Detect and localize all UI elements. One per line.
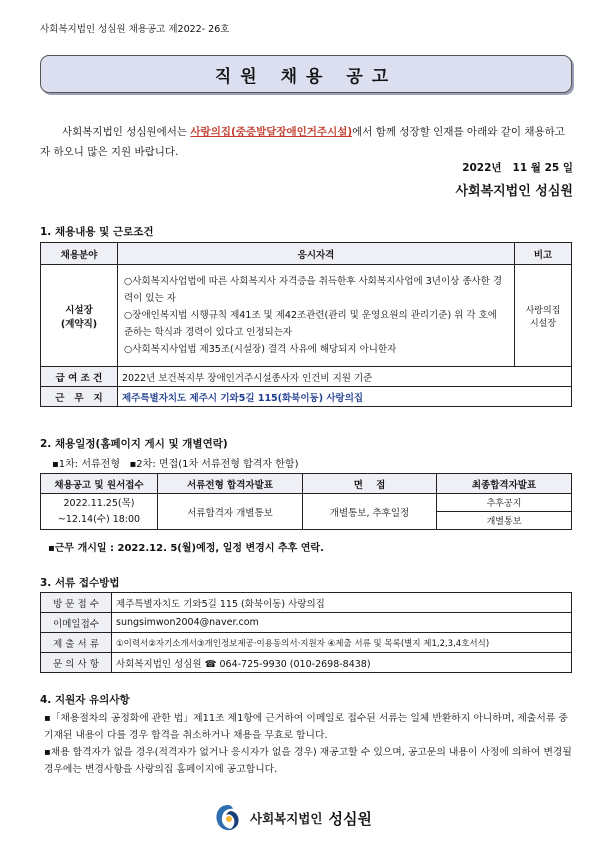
col-interview: 면 접: [303, 474, 437, 494]
final-notice: 추후공지: [437, 494, 572, 512]
col-doc-result: 서류전형 합격자발표: [158, 474, 303, 494]
col-qualification: 응시자격: [118, 243, 515, 265]
intro-after: 에서 함께 성장할 인재를 아래와 같이 채용하고자 하오니 많은 지원 바랍니다.: [40, 126, 565, 158]
visit-address: 제주특별자치도 기와5길 115 (화북이동) 사랑의집: [112, 593, 572, 613]
location-value: 제주특별자치도 제주시 기와5길 115(화북이동) 사랑의집: [118, 387, 572, 407]
final-contact: 개별통보: [437, 512, 572, 530]
recruit-table: [40, 242, 572, 407]
field-cell: 시설장 (계약직): [41, 265, 118, 367]
document-number: 사회복지법인 성심원 채용공고 제2022- 26호: [40, 24, 230, 35]
organization-name: 사회복지법인 성심원: [455, 184, 573, 199]
section3-heading: 3. 서류 접수방법: [40, 577, 120, 589]
schedule-stages: ▪1차: 서류전형 ▪2차: 면접(1차 서류전형 합격자 한함): [52, 459, 299, 470]
pay-label: 급 여 조 건: [41, 367, 118, 387]
organization-logo-icon: [214, 803, 242, 833]
doc-result-cell: 서류합격자 개별통보: [158, 494, 303, 530]
section1-heading: 1. 채용내용 및 근로조건: [40, 226, 154, 238]
section4-heading: 4. 지원자 유의사항: [40, 694, 130, 706]
row-label: 문 의 사 항: [41, 653, 112, 673]
section2-heading: 2. 채용일정(홈페이지 게시 및 개별연락): [40, 438, 228, 450]
col-final: 최종합격자발표: [437, 474, 572, 494]
footer-logo: [214, 803, 372, 833]
qualification-item: ○사회복지사업법에 따른 사회복지사 자격증을 취득한후 사회복지사업에 3년이상 종사한 경력이 있는 자: [124, 276, 503, 304]
row-label: 제 출 서 류: [41, 633, 112, 653]
notice-list: [44, 710, 572, 778]
row-label: 방 문 접 수: [41, 593, 112, 613]
schedule-table: [40, 473, 572, 530]
qualification-cell: [118, 265, 515, 367]
pay-value: 2022년 보건복지부 장애인거주시설종사자 인건비 지원 기준: [118, 367, 572, 387]
location-label: 근 무 지: [41, 387, 118, 407]
intro-highlight: 사랑의집(중증발달장애인거주시설): [190, 126, 353, 138]
posting-period: 2022.11.25(목) ~12.14(수) 18:00: [41, 494, 158, 530]
notice-item: ▪「채용절차의 공정화에 관한 법」제11조 제1항에 근거하여 이메일로 접수된 서류는 일체 반환하지 아니하며, 제출서류 중 기재된 내용이 다를 경우 합격을 취소하거나 채용을 무효로 합니다.: [44, 713, 568, 741]
qualification-item: ○장애인복지법 시행규칙 제41조 및 제42조관련(관리 및 운영요원의 관리기준) 위 각 호에 준하는 학식과 경력이 있다고 인정되는자: [124, 310, 497, 338]
intro-paragraph: [40, 122, 572, 162]
qualification-item: ○사회복지사업법 제35조(시설장) 결격 사유에 해당되지 아니한자: [124, 344, 397, 355]
title-banner: [40, 55, 572, 93]
row-label: 이메일접수: [41, 613, 112, 633]
notice-item: ▪채용 합격자가 없을 경우(적격자가 없거나 응시자가 없을 경우) 재공고할 수 있으며, 공고문의 내용이 사정에 의하여 변경될 경우에는 변경사항을 사랑의집 홈페이지에 공고합니다.: [44, 747, 572, 775]
announce-date: 2022년 11 월 25 일: [462, 162, 573, 174]
logo-text-name: 성심원: [328, 809, 372, 828]
remark-cell: 사랑의집 시설장: [515, 265, 572, 367]
col-posting: 채용공고 및 원서접수: [41, 474, 158, 494]
application-table: [40, 592, 572, 673]
interview-cell: 개별통보, 추후일정: [303, 494, 437, 530]
contact-info: 사회복지법인 성심원 ☎ 064-725-9930 (010-2698-8438): [112, 653, 572, 673]
col-remark: 비고: [515, 243, 572, 265]
required-documents: ①이력서②자기소개서③개인정보제공·이용동의서·지원자 ④제출 서류 및 목록(별지 제1,2,3,4호서식): [112, 633, 572, 653]
email-address[interactable]: sungsimwon2004@naver.com: [112, 613, 572, 633]
logo-text-foundation: 사회복지법인: [250, 811, 323, 826]
page-title: 직원 채용 공고: [214, 66, 398, 87]
col-field: 채용분야: [41, 243, 118, 265]
intro-before: 사회복지법인 성심원에서는: [62, 126, 191, 138]
start-date-note: ▪근무 개시일 : 2022.12. 5(월)예정, 일정 변경시 추후 연락.: [48, 543, 324, 554]
